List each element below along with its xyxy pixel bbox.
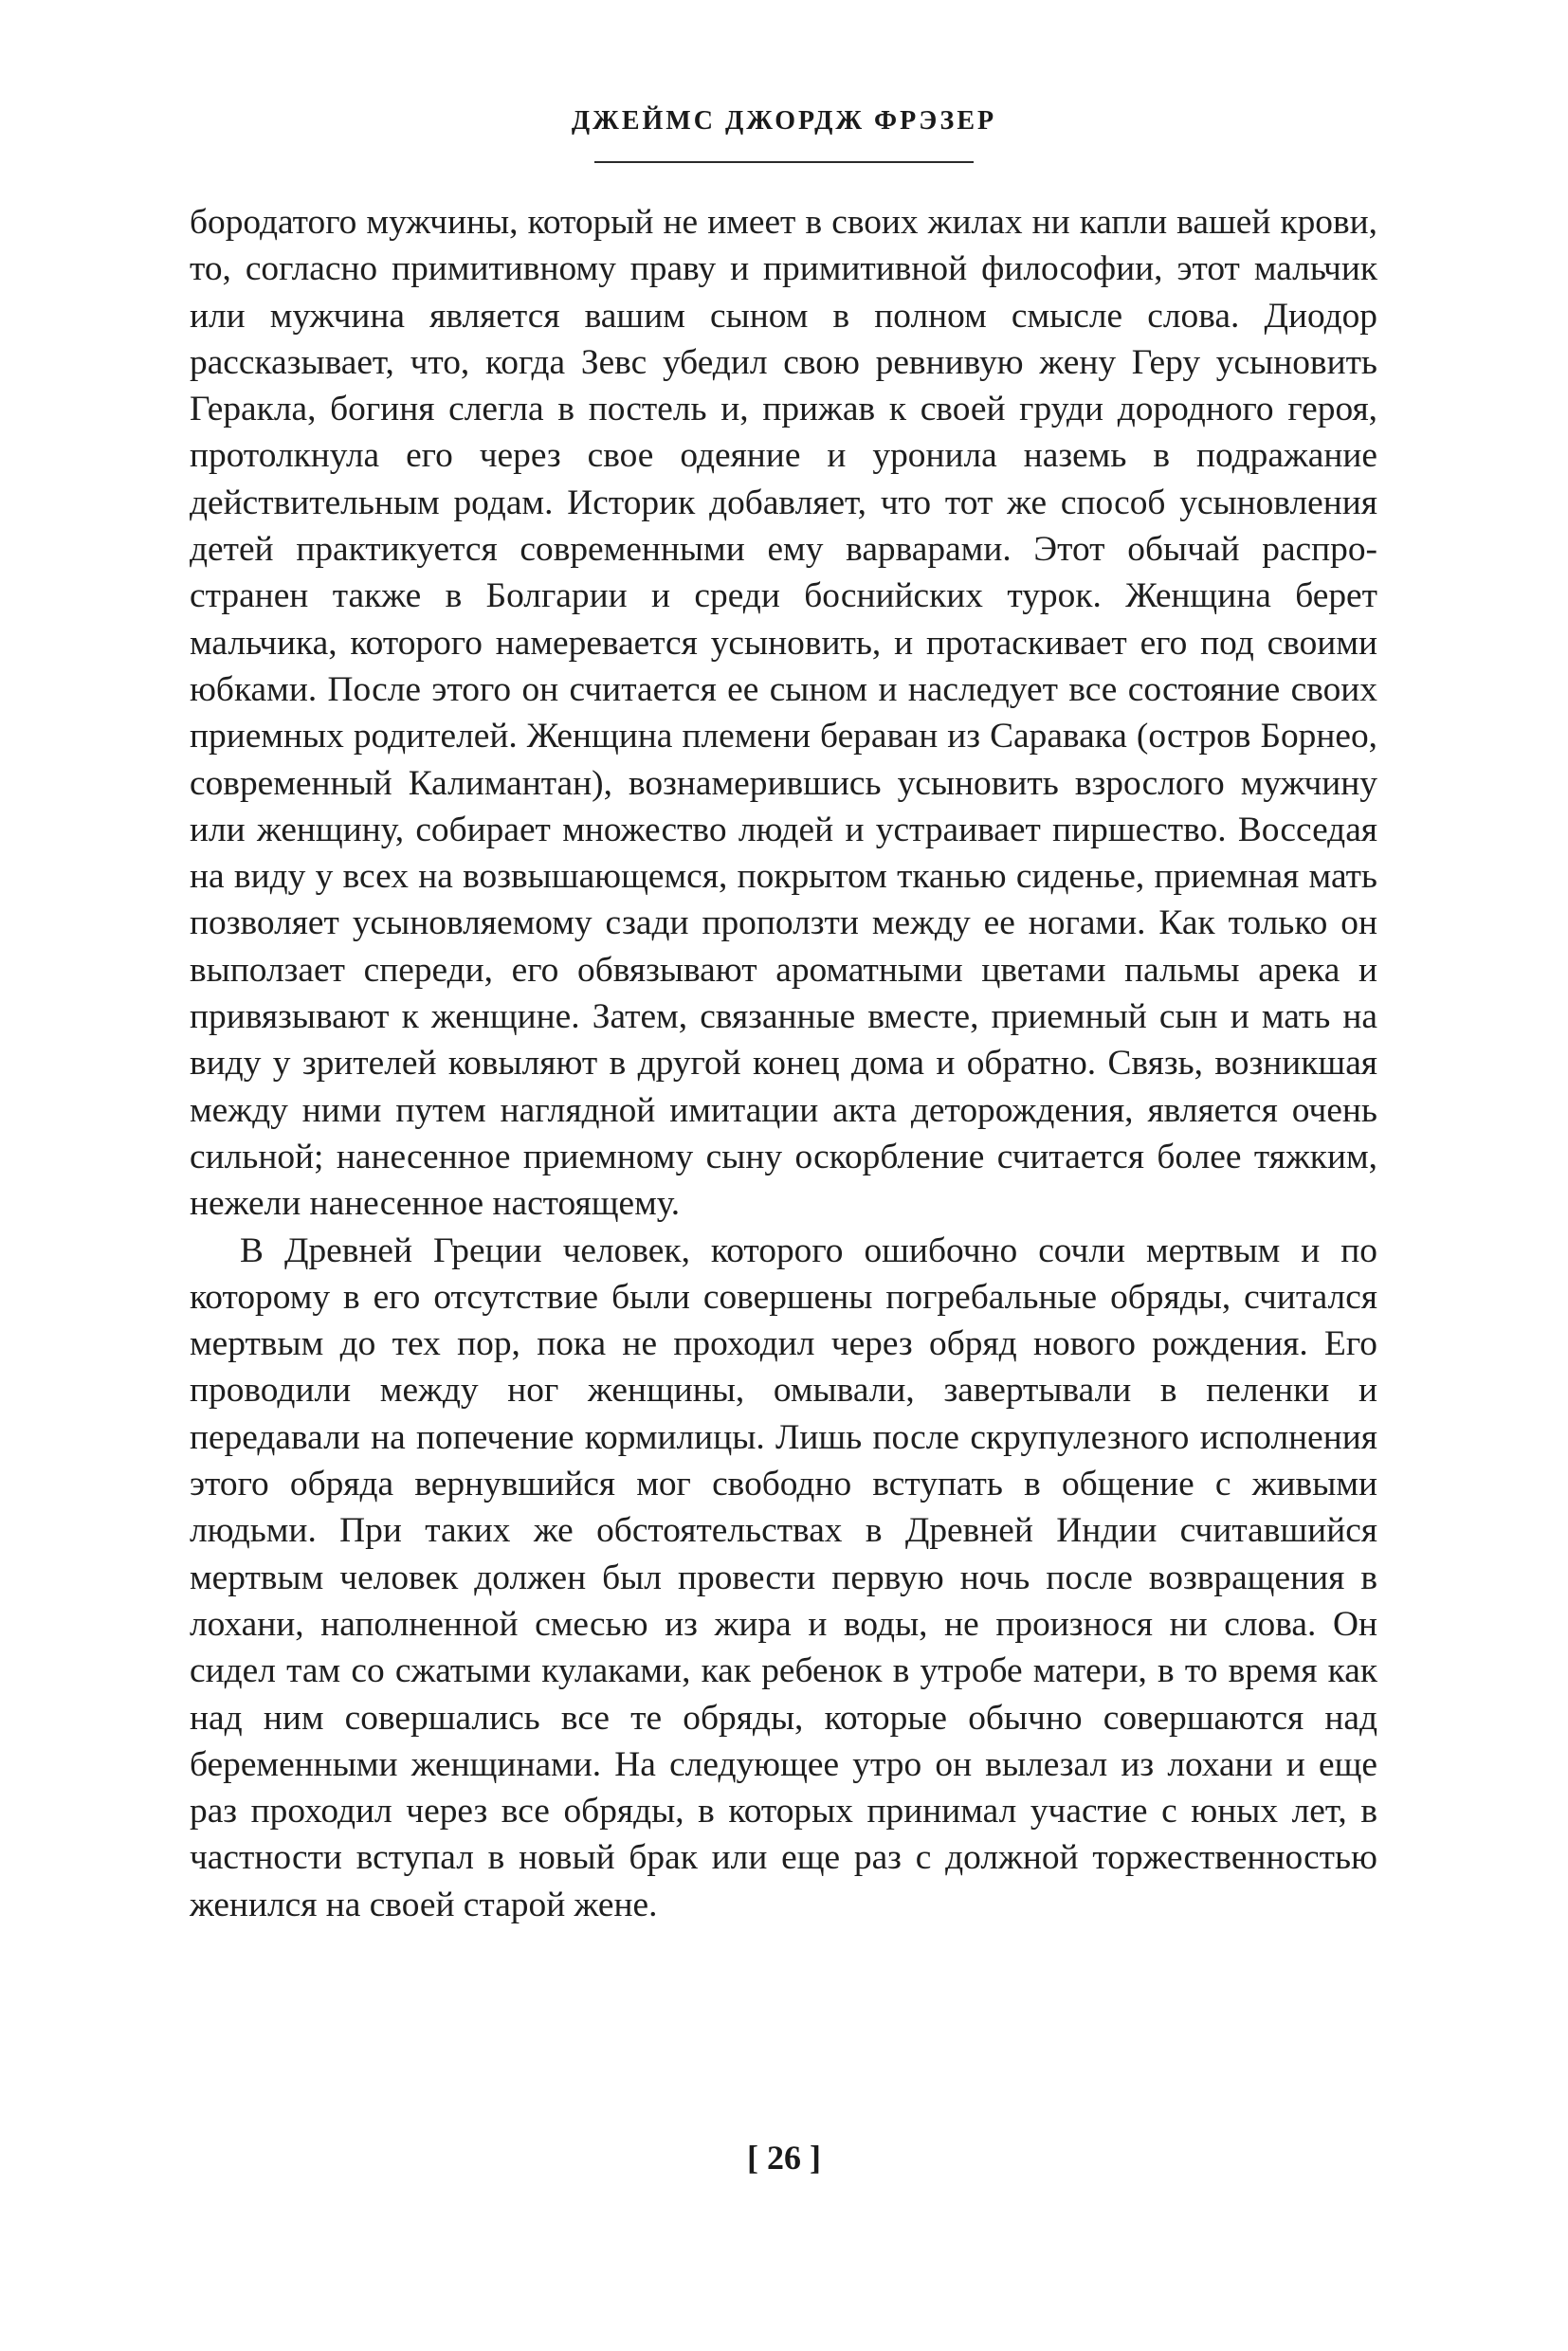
paragraph-continued: бородатого мужчины, который не имеет в своих жилах ни капли вашей крови, то, согласно примитивному праву и примитивной философии, этот мальчик или мужчина является вашим сыном в полном смысле слова. Диодор рассказывает, что, когда Зевс убедил свою ревнивую жену Геру усыновить Геракла, богиня слегла в постель и, прижав к своей груди дородного героя, протолкнула его через свое одеяние и уронила наземь в подражание действительным родам. Историк добавляет, что тот же способ усыновления детей практикуется современными ему варварами. Этот обычай распространен также в Болгарии и среди боснийских турок. Женщина берет мальчика, которого намеревается усыновить, и протаскивает его под своими юбками. После этого он считается ее сыном и наследует все состояние своих приемных родителей. Женщина племени бераван из Саравака (остров Борнео, современный Калимантан), вознамерившись усыновить взрослого мужчину или женщину, собирает множество людей и устраивает пиршество. Восседая на виду у всех на возвышающемся, покрытом тканью сиденье, приемная мать позволяет усыновляемому сзади проползти между ее ногами. Как только он выползает спереди, его обвязывают ароматными цветами пальмы арека и привязывают к женщине. Затем, связанные вместе, приемный сын и мать на виду у зрителей ковыляют в другой конец дома и обратно. Связь, возникшая между ними путем наглядной имитации акта деторождения, является очень сильной; нанесенное приемному сыну оскорбление считается более тяжким, нежели нанесенное настоящему.	[190, 203, 1377, 1224]
page-number: [ 26 ]	[747, 2139, 821, 2177]
running-header: ДЖЕЙМС ДЖОРДЖ ФРЭЗЕР	[571, 106, 997, 136]
body-text	[190, 199, 1377, 1928]
header-rule	[594, 161, 974, 163]
paragraph: В Древней Греции человек, которого ошибочно сочли мертвым и по которому в его отсутствие были совершены погребальные обряды, считался мертвым до тех пор, пока не проходил через обряд нового рождения. Его проводили между ног женщины, омывали, завертывали в пеленки и передавали на попечение кормилицы. Лишь после скрупулезного исполнения этого обряда вернувшийся мог свободно вступать в общение с живыми людьми. При таких же обстоятельствах в Древней Индии считавшийся мертвым человек должен был провести первую ночь после возвращения в лохани, наполненной смесью из жира и воды, не произнося ни слова. Он сидел там со сжатыми кулаками, как ребенок в утробе матери, в то время как над ним совершались все те обряды, которые обычно совершаются над беременными женщинами. На следующее утро он вылезал из лохани и еще раз проходил через все обряды, в которых принимал участие с юных лет, в частности вступал в новый брак или еще раз с должной торжественностью женился на своей старой жене.	[190, 1230, 1377, 1924]
